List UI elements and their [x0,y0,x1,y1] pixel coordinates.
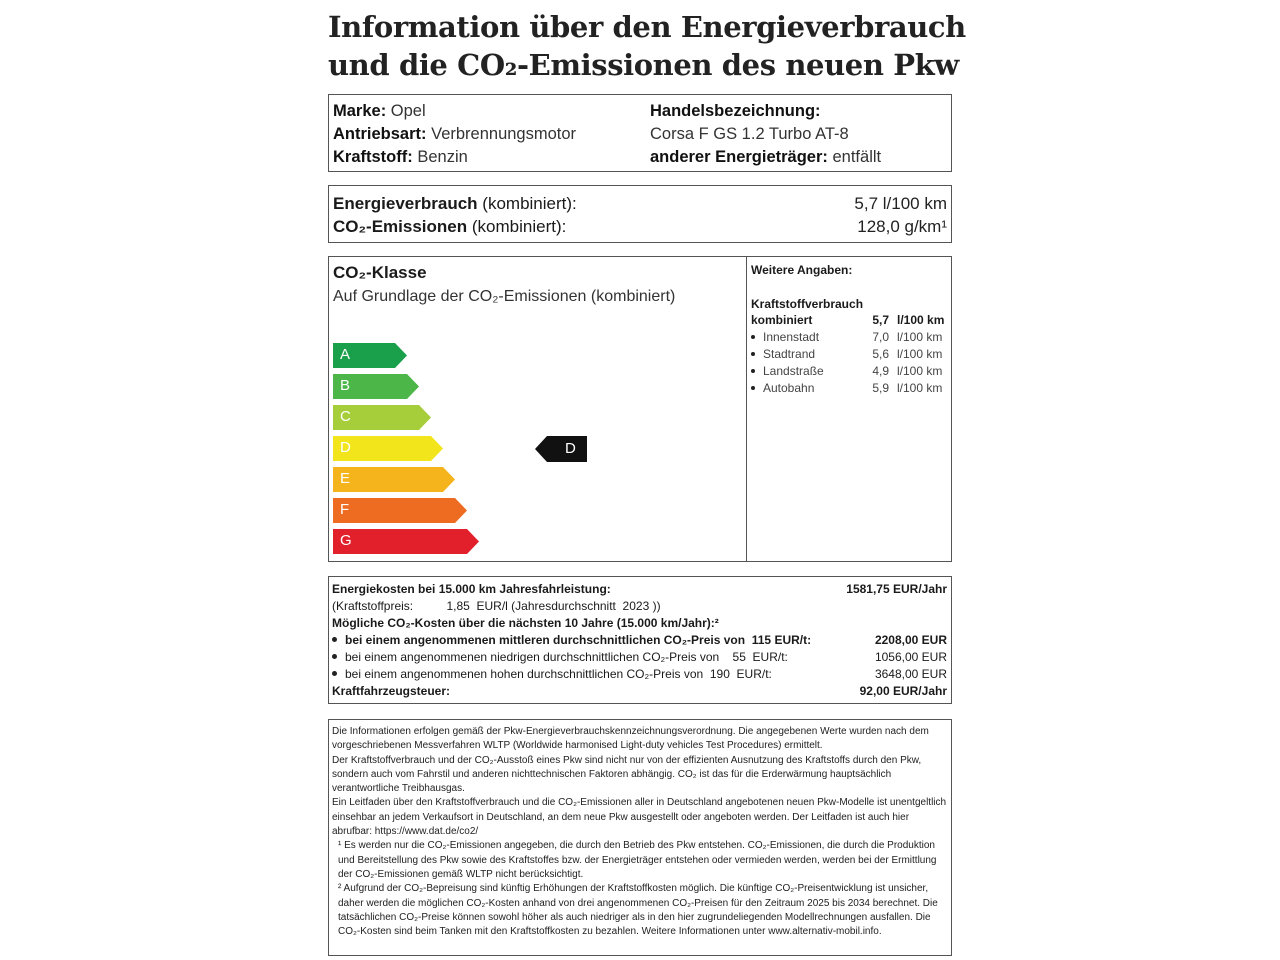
co2-cost-mid-text: bei einem angenommenen mittleren durchschnittlichen CO₂-Preis von 115 EUR/t: [345,633,812,647]
co2-value: 128,0 g/km¹ [857,217,947,236]
fuel-price-row [332,598,947,615]
consumption-box [328,185,952,243]
co2-class-title: CO₂-Klasse [333,263,427,282]
co2-class-bar-label: F [340,501,350,518]
co2-costs-label: Mögliche CO₂-Kosten über die nächsten 10 Jahre (15.000 km/Jahr):² [332,616,719,630]
co2-cost-low-row [332,649,947,666]
fuel-row [333,146,468,169]
co2-class-bar-label: A [340,346,351,363]
combined-row [751,313,947,330]
drive-label: Antriebsart: [333,125,427,143]
energy-label-rest: (kombiniert): [482,194,577,213]
consumption-detail-label: Stadtrand [763,347,816,361]
co2-cost-low-value: 1056,00 EUR [874,650,947,664]
consumption-detail-value: 7,0 [872,330,889,344]
co2-cost-high-value: 3648,00 EUR [874,667,947,681]
co2-class-bar-b [333,374,419,399]
footnote-2: ² Aufgrund der CO₂-Bepreisung sind künftig Erhöhungen der Kraftstoffkosten möglich. Die künftige CO₂-Preisentwicklung ist unsicher, daher werden die möglichen CO₂-Kosten anhand von drei angenommenen CO₂-Preisen für den Zeitraum 2025 bis 2034 berechnet. Die tatsächlichen CO₂-Preise können sowohl höher als auch niedriger als in den hier zugrundeliegenden Modellrechnungen ausfallen. Die CO₂-Kosten sind beim Tanken mit den Kraftstoffkosten zu bezahlen. Weitere Informationen unter www.alternativ-mobil.info. [338,883,938,938]
brand-row [333,100,426,123]
bullet-icon [751,352,755,356]
fuel-price-text: (Kraftstoffpreis: 1,85 EUR/l (Jahresdurchschnitt 2023 )) [332,599,661,613]
vehicle-info-box [328,94,952,172]
info-paragraph-1: Die Informationen erfolgen gemäß der Pkw-Energieverbrauchskennzeichnungsverordnung. Die angegebenen Werte wurden nach dem vorgeschriebenen Messverfahren WLTP (Worldwide harmonised Light-duty vehicles Test Procedures) ermittelt. [332,726,929,752]
co2-cost-low-text: bei einem angenommenen niedrigen durchschnittlichen CO₂-Preis von 55 EUR/t: [345,650,788,664]
co2-class-scale-panel [329,257,747,561]
consumption-detail-value: 5,9 [872,381,889,395]
trade-name-label: Handelsbezeichnung: [650,102,821,120]
co2-class-bar-c [333,405,431,430]
consumption-detail-row [751,364,947,381]
co2-cost-high-text: bei einem angenommenen hohen durchschnittlichen CO₂-Preis von 190 EUR/t: [345,667,772,681]
co2-label-rest: (kombiniert): [471,217,567,236]
bullet-icon [332,637,337,642]
consumption-detail-value: 4,9 [872,364,889,378]
other-energy-row [650,146,881,169]
consumption-detail-unit: l/100 km [897,347,943,361]
co2-class-bar-f [333,498,467,523]
consumption-detail-label: Autobahn [763,381,815,395]
co2-class-bar-label: G [340,532,352,549]
co2-class-bar-d [333,436,443,461]
drive-value: Verbrennungsmotor [431,125,577,143]
energy-costs-label: Energiekosten bei 15.000 km Jahresfahrleistung: [332,582,611,596]
co2-cost-mid-row [332,632,947,649]
brand-label: Marke: [333,102,387,120]
co2-class-bar-label: E [340,470,351,487]
co2-costs-heading [332,615,947,632]
brand-value: Opel [390,102,426,120]
other-energy-value: entfällt [832,148,882,166]
info-paragraph-3: Ein Leitfaden über den Kraftstoffverbrauch und die CO₂-Emissionen aller in Deutschland angebotenen neuen Pkw-Modelle ist unentgeltlich einsehbar an jedem Verkaufsort in Deutschland, an dem neue Pkw ausgestellt oder angeboten werden. Der Leitfaden ist auch hier abrufbar: https://www.dat.de/co2/ [332,797,947,838]
co2-class-subtitle: Auf Grundlage der CO₂-Emissionen (kombiniert) [333,288,676,305]
fuel-consumption-heading: Kraftstoffverbrauch [751,297,864,311]
co2-class-bar-label: D [340,439,351,456]
co2-cost-high-row [332,666,947,683]
co2-class-box [328,256,952,562]
info-paragraph-2: Der Kraftstoffverbrauch und der CO₂-Ausstoß eines Pkw sind nicht nur von der effizienten Ausnutzung des Kraftstoffs durch den Pkw, sondern auch vom Fahrstil und anderen nichttechnischen Faktoren abhängig. CO₂ ist das für die Erderwärmung hauptsächlich verantwortliche Treibhausgas. [332,754,922,795]
co2-class-bar-e [333,467,455,492]
consumption-detail-label: Innenstadt [763,330,820,344]
vehicle-tax-value: 92,00 EUR/Jahr [859,684,947,698]
further-info-panel [747,257,951,561]
consumption-detail-row [751,330,947,347]
energy-consumption-row [333,192,947,215]
title-line-2: und die CO₂-Emissionen des neuen Pkw [328,48,959,82]
current-class-arrow-icon [535,436,587,462]
co2-class-bar-label: C [340,408,351,425]
fuel-label: Kraftstoff: [333,148,413,166]
bullet-icon [332,654,337,659]
co2-class-bar-g [333,529,479,554]
co2-label-bold: CO₂-Emissionen [333,217,468,236]
costs-box [328,576,952,704]
bullet-icon [751,369,755,373]
legal-info-box [328,719,952,956]
co2-emissions-row [333,215,947,238]
other-energy-label: anderer Energieträger: [650,148,828,166]
vehicle-tax-row [332,683,947,700]
bullet-icon [332,671,337,676]
trade-name-value: Corsa F GS 1.2 Turbo AT-8 [650,125,849,143]
energy-costs-row [332,581,947,598]
co2-class-bar-a [333,343,407,368]
fuel-value: Benzin [417,148,468,166]
title-line-1: Information über den Energieverbrauch [328,10,966,44]
combined-value: 5,7 [872,313,889,327]
combined-label: kombiniert [751,313,813,327]
consumption-detail-label: Landstraße [763,364,824,378]
bullet-icon [751,335,755,339]
consumption-detail-row [751,381,947,398]
consumption-detail-value: 5,6 [872,347,889,361]
energy-costs-value: 1581,75 EUR/Jahr [846,582,947,596]
consumption-detail-unit: l/100 km [897,381,943,395]
bullet-icon [751,386,755,390]
consumption-detail-unit: l/100 km [897,330,943,344]
co2-cost-mid-value: 2208,00 EUR [874,633,947,647]
current-class-marker [535,436,587,467]
trade-name-value-row [650,123,849,146]
consumption-detail-unit: l/100 km [897,364,943,378]
energy-label-bold: Energieverbrauch [333,194,478,213]
combined-unit: l/100 km [897,313,945,327]
trade-name-row [650,100,821,123]
footnote-1: ¹ Es werden nur die CO₂-Emissionen angegeben, die durch den Betrieb des Pkw entstehen. CO₂-Emissionen, die durch die Produktion und Bereitstellung des Pkw sowie des Kraftstoffes bzw. der Energieträger entstehen oder vermieden werden, werden bei der Ermittlung der CO₂-Emissionen gemäß WLTP nicht berücksichtigt. [338,840,937,880]
energy-value: 5,7 l/100 km [854,194,947,213]
legal-info-text [332,725,948,939]
vehicle-tax-label: Kraftfahrzeugsteuer: [332,684,451,698]
current-class-label: D [565,440,576,457]
consumption-detail-row [751,347,947,364]
further-info-title: Weitere Angaben: [751,263,853,277]
page-title [328,8,968,84]
co2-class-bar-label: B [340,377,351,394]
drive-row [333,123,576,146]
